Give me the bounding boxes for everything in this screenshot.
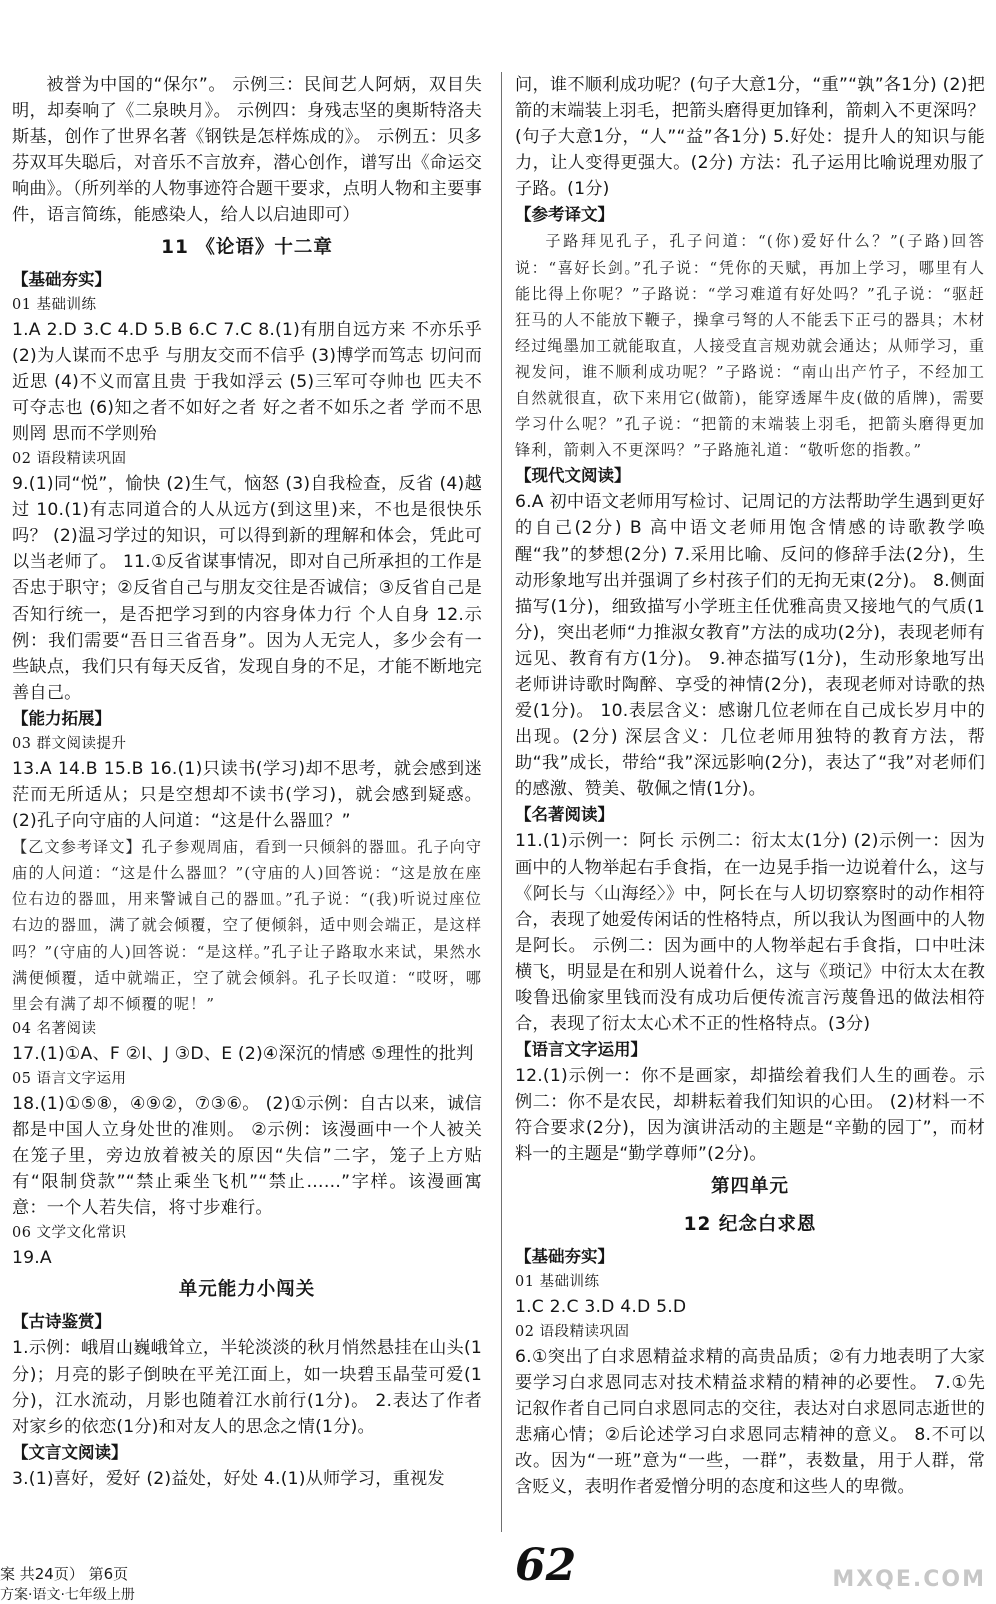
answers-13-16: 13.A 14.B 15.B 16.(1)只读书(学习)却不思考，就会感到迷茫而无所适从；只是空想却不读书(学习)，就会感到疑惑。 (2)孔子向守庙的人问道：“这是什么器皿？”: [12, 758, 482, 832]
section-xiandai: 【现代文阅读】: [515, 466, 631, 486]
section-wenyan: 【文言文阅读】: [12, 1442, 128, 1462]
subsection-03: 03 群文阅读提升: [12, 735, 127, 752]
section-jichu-2: 【基础夯实】: [515, 1246, 614, 1266]
right-column: [515, 72, 985, 1500]
footer-book-title: 方案·语文·七年级上册: [0, 1587, 135, 1603]
subsection-01: 01 基础训练: [12, 296, 97, 313]
answer-18: 18.(1)①⑤⑧，④⑨②，⑦③⑥。 (2)①示例：自古以来，诚信都是中国人立身处世的准则。 ②示例：该漫画中一个人被关在笼子里，旁边放着被关的原因“失信”二字，笼子上方贴有“限制贷款”“禁止乘坐飞机”“禁止……”字样。该漫画寓意：一个人若失信，将寸步难行。: [12, 1093, 482, 1219]
answers-9-12: 9.(1)同“悦”，愉快 (2)生气，恼怒 (3)自我检查，反省 (4)越过 10.(1)有志同道合的人从远方(到这里)来，不也是很快乐吗？ (2)温习学过的知识，可以得到新的理解和体会，凭此可以当老师了。 11.①反省谋事情况，即对自己所承担的工作是否忠于职守；②反省自己与朋友交往是否诚信；③反省自己是否知行统一，是否把学习到的内容身体力行 个人自身 12.示例：我们需要“吾日三省吾身”。因为人无完人，多少会有一些缺点，我们只有每天反省，发现自身的不足，才能不断地完善自己。: [12, 474, 482, 703]
watermark-logo: MXQE.COM: [832, 1567, 986, 1592]
subsection-01b: 01 基础训练: [515, 1273, 600, 1290]
unit-quiz-title: 单元能力小闯关: [178, 1279, 316, 1301]
answer-11-classics: 11.(1)示例一：阿长 示例二：衍太太(1分) (2)示例一：因为画中的人物举起右手食指，在一边晃手指一边说着什么，这与《阿长与〈山海经〉》中，阿长在与人切切察察时的动作相符合，表现了她爱传闲话的性格特点，所以我认为图画中的人物是阿长。 示例二：因为画中的人物举起右手食指，口中吐沫横飞，明显是在和别人说着什么，这与《琐记》中衍太太在教唆鲁迅偷家里钱而没有成功后便传流言污蔑鲁迅的做法相符合，表现了衍太太心术不正的性格特点。(3分): [515, 831, 985, 1035]
column-divider: [501, 72, 502, 1532]
section-jichu: 【基础夯实】: [12, 269, 111, 289]
section-reference-translation: 【参考译文】: [515, 205, 614, 225]
yiwen-translation: 【乙文参考译文】孔子参观周庙，看到一只倾斜的器皿。孔子向守庙的人问道：“这是什么器皿？”(守庙的人)回答说：“这是放在座位右边的器皿，用来警诫自己的器皿。”孔子说：“(我)听说过座位右边的器皿，满了就会倾覆，空了便倾斜，适中则会端正，是这样吗？”(守庙的人)回答说：“是这样。”孔子让子路取水来试，果然水满便倾覆，适中就端正，空了就会倾斜。孔子长叹道：“哎呀，哪里会有满了却不倾覆的呢！”: [12, 838, 482, 1013]
subsection-02: 02 语段精读巩固: [12, 451, 127, 468]
subsection-04: 04 名著阅读: [12, 1020, 97, 1037]
subsection-06: 06 文学文化常识: [12, 1225, 127, 1242]
section-mingzhu: 【名著阅读】: [515, 805, 614, 825]
lesson-11-title: 11 《论语》十二章: [161, 236, 333, 258]
section-yuyan: 【语言文字运用】: [515, 1040, 647, 1060]
answers-1-5: 1.C 2.C 3.D 4.D 5.D: [515, 1296, 687, 1317]
answers-wenyan: 3.(1)喜好，爱好 (2)益处，好处 4.(1)从师学习，重视发: [12, 1468, 445, 1489]
answer-19: 19.A: [12, 1248, 52, 1269]
subsection-05: 05 语言文字运用: [12, 1070, 127, 1087]
section-gushi: 【古诗鉴赏】: [12, 1312, 111, 1332]
lesson-12-title: 12 纪念白求恩: [683, 1213, 817, 1235]
answers-1-8: 1.A 2.D 3.C 4.D 5.B 6.C 7.C 8.(1)有朋自远方来 不亦乐乎 (2)为人谋而不忠乎 与朋友交而不信乎 (3)博学而笃志 切问而近思 (4)不义而富且贵 于我如浮云 (5)三军可夺帅也 匹夫不可夺志也 (6)知之者不如好之者 好之者不如乐之者 学而不思则罔 思而不学则殆: [12, 319, 482, 444]
subsection-02b: 02 语段精读巩固: [515, 1323, 630, 1340]
left-column: [12, 72, 482, 1492]
page-number: 62: [515, 1540, 577, 1591]
reference-translation: 子路拜见孔子，孔子问道：“(你)爱好什么？”(子路)回答说：“喜好长剑。”孔子说：“凭你的天赋，再加上学习，哪里有人能比得上你呢？”子路说：“学习难道有好处吗？”孔子说：“驱赶狂马的人不能放下鞭子，操拿弓弩的人不能丢下正弓的器具；木材经过绳墨加工就能取直，人接受直言规劝就会通达；从师学习，重视发问，谁不顺利成功呢？”子路说：“南山出产竹子，不经加工自然就很直，砍下来用它(做箭)，能穿透犀牛皮(做的盾牌)，需要学习什么呢？”孔子说：“把箭的末端装上羽毛，把箭头磨得更加锋利，箭刺入不更深吗？”子路施礼道：“敬听您的指教。”: [515, 232, 985, 460]
footer-page-info: 案 共24页） 第6页: [0, 1565, 129, 1583]
answer-17: 17.(1)①A、F ②I、J ③D、E (2)④深沉的情感 ⑤理性的批判: [12, 1043, 474, 1064]
answers-gushi: 1.示例：峨眉山巍峨耸立，半轮淡淡的秋月悄然悬挂在山头(1分)；月亮的影子倒映在平羌江面上，如一块碧玉晶莹可爱(1分)，江水流动，月影也随着江水前行(1分)。 2.表达了作者对家乡的依恋(1分)和对友人的思念之情(1分)。: [12, 1338, 482, 1437]
unit-4-title: 第四单元: [710, 1175, 789, 1197]
answers-modern-reading: 6.A 初中语文老师用写检讨、记周记的方法帮助学生遇到更好的自己(2分) B 高中语文老师用饱含情感的诗歌教学唤醒“我”的梦想(2分) 7.采用比喻、反问的修辞手法(2分)，生动形象地写出并强调了乡村孩子们的无拘无束(2分)。 8.侧面描写(1分)，细致描写小学班主任优雅高贵又接地气的气质(1分)，突出老师“力推淑女教育”方法的成功(2分)，表现老师有远见、教育有方(1分)。 9.神态描写(1分)，生动形象地写出老师讲诗歌时陶醉、享受的神情(2分)，表现老师对诗歌的热爱(1分)。 10.表层含义：感谢几位老师在自己成长岁月中的出现。(2分) 深层含义：几位老师用独特的教育方法，帮助“我”成长，带给“我”深远影响(2分)，表达了“我”对老师们的感激、赞美、敬佩之情(1分)。: [515, 492, 986, 800]
answers-continued: 问，谁不顺利成功呢？(句子大意1分，“重”“孰”各1分) (2)把箭的末端装上羽毛，把箭头磨得更加锋利，箭刺入不更深吗？(句子大意1分，“人”“益”各1分) 5.好处：提升人的知识与能力，让人变得更强大。(2分) 方法：孔子运用比喻说理劝服了子路。(1分): [515, 75, 985, 200]
answers-6-8: 6.①突出了白求恩精益求精的高贵品质；②有力地表明了大家要学习白求恩同志对技术精益求精的精神的必要性。 7.①先记叙作者自己同白求恩同志的交往，表达对白求恩同志逝世的悲痛心情；②后论述学习白求恩同志精神的意义。 8.不可以改。因为“一班”意为“一些，一群”，表数量，用于人群，常含贬义，表明作者爱憎分明的态度和这些人的卑微。: [515, 1346, 985, 1498]
answer-12-language: 12.(1)示例一：你不是画家，却描绘着我们人生的画卷。示例二：你不是农民，却耕耘着我们知识的心田。 (2)材料一不符合要求(2分)，因为演讲活动的主题是“辛勤的园丁”，而材料一的主题是“勤学尊师”(2分)。: [515, 1066, 985, 1165]
section-nengli: 【能力拓展】: [12, 708, 111, 728]
intro-paragraph: 被誉为中国的“保尔”。 示例三：民间艺人阿炳，双目失明，却奏响了《二泉映月》。 示例四：身残志坚的奥斯特洛夫斯基，创作了世界名著《钢铁是怎样炼成的》。 示例五：贝多芬双耳失聪后，对音乐不言放弃，潜心创作，谱写出《命运交响曲》。（所列举的人物事迹符合题干要求，点明人物和主要事件，语言简练，能感染人，给人以启迪即可）: [12, 75, 482, 226]
